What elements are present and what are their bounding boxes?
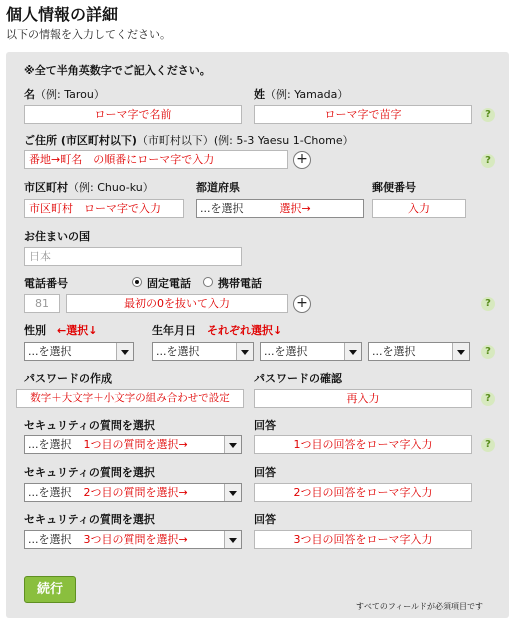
security-answer-input-2[interactable]: 2つ目の回答をローマ字入力	[254, 483, 472, 502]
help-icon[interactable]: ?	[481, 345, 495, 359]
security-question-label-1: セキュリティの質問を選択	[24, 419, 155, 432]
birth-month-select[interactable]: ...を選択	[260, 342, 362, 361]
help-icon[interactable]: ?	[481, 108, 495, 122]
birth-label: 生年月日 それぞれ選択↓	[152, 324, 283, 337]
security-answer-input-3[interactable]: 3つ目の回答をローマ字入力	[254, 530, 472, 549]
security-answer-input-1[interactable]: 1つ目の回答をローマ字入力	[254, 435, 472, 454]
postal-input[interactable]: 入力	[372, 199, 466, 218]
mobile-label: 携帯電話	[218, 277, 262, 290]
postal-label: 郵便番号	[372, 181, 416, 194]
help-icon[interactable]: ?	[481, 297, 495, 311]
last-name-label: 姓（例: Yamada）	[254, 88, 349, 101]
chevron-down-icon	[236, 343, 253, 360]
help-icon[interactable]: ?	[481, 438, 495, 452]
security-question-select-2[interactable]: ...を選択 2つ目の質問を選択→	[24, 483, 242, 502]
country-input[interactable]: 日本	[24, 247, 242, 266]
landline-label: 固定電話	[147, 277, 191, 290]
country-label: お住まいの国	[24, 230, 90, 243]
password-label: パスワードの作成	[24, 372, 112, 385]
city-input[interactable]: 市区町村 ローマ字で入力	[24, 199, 184, 218]
chevron-down-icon	[116, 343, 133, 360]
page-subtitle: 以下の情報を入力してください。	[6, 28, 171, 41]
password-confirm-label: パスワードの確認	[254, 372, 342, 385]
landline-radio[interactable]	[132, 277, 142, 287]
birth-day-select[interactable]: ...を選択	[368, 342, 470, 361]
gender-select[interactable]: ...を選択	[24, 342, 134, 361]
security-question-select-1[interactable]: ...を選択 1つ目の質問を選択→	[24, 435, 242, 454]
page-title: 個人情報の詳細	[6, 5, 119, 24]
phone-label: 電話番号	[24, 277, 68, 290]
security-answer-label-1: 回答	[254, 419, 276, 432]
add-phone-icon[interactable]: +	[293, 295, 311, 313]
chevron-down-icon	[224, 484, 241, 501]
password-input[interactable]: 数字＋大文字＋小文字の組み合わせで設定	[16, 389, 244, 408]
help-icon[interactable]: ?	[481, 392, 495, 406]
continue-button[interactable]: 続行	[24, 576, 76, 603]
country-code-input[interactable]: 81	[24, 294, 60, 313]
security-answer-label-3: 回答	[254, 513, 276, 526]
chevron-down-icon	[224, 531, 241, 548]
mobile-radio[interactable]	[203, 277, 213, 287]
security-question-label-2: セキュリティの質問を選択	[24, 466, 155, 479]
input-note: ※全て半角英数字でご記入ください。	[24, 64, 211, 77]
help-icon[interactable]: ?	[481, 154, 495, 168]
birth-year-select[interactable]: ...を選択	[152, 342, 254, 361]
address-label: ご住所 (市区町村以下)（市町村以下）(例: 5-3 Yaesu 1-Chome）	[24, 134, 354, 147]
prefecture-select[interactable]: ...を選択 選択→	[196, 199, 364, 218]
city-label: 市区町村（例: Chuo-ku）	[24, 181, 154, 194]
phone-input[interactable]: 最初の0を抜いて入力	[66, 294, 288, 313]
last-name-input[interactable]: ローマ字で苗字	[254, 105, 472, 124]
first-name-label: 名（例: Tarou）	[24, 88, 105, 101]
password-confirm-input[interactable]: 再入力	[254, 389, 472, 408]
add-address-icon[interactable]: +	[293, 151, 311, 169]
chevron-down-icon	[224, 436, 241, 453]
security-question-select-3[interactable]: ...を選択 3つ目の質問を選択→	[24, 530, 242, 549]
chevron-down-icon	[452, 343, 469, 360]
security-question-label-3: セキュリティの質問を選択	[24, 513, 155, 526]
chevron-down-icon	[344, 343, 361, 360]
required-note: すべてのフィールドが必須項目です	[356, 602, 484, 611]
security-answer-label-2: 回答	[254, 466, 276, 479]
prefecture-label: 都道府県	[196, 181, 240, 194]
gender-label: 性別 ←選択↓	[24, 324, 98, 337]
address-input[interactable]: 番地→町名 の順番にローマ字で入力	[24, 150, 288, 169]
first-name-input[interactable]: ローマ字で名前	[24, 105, 242, 124]
